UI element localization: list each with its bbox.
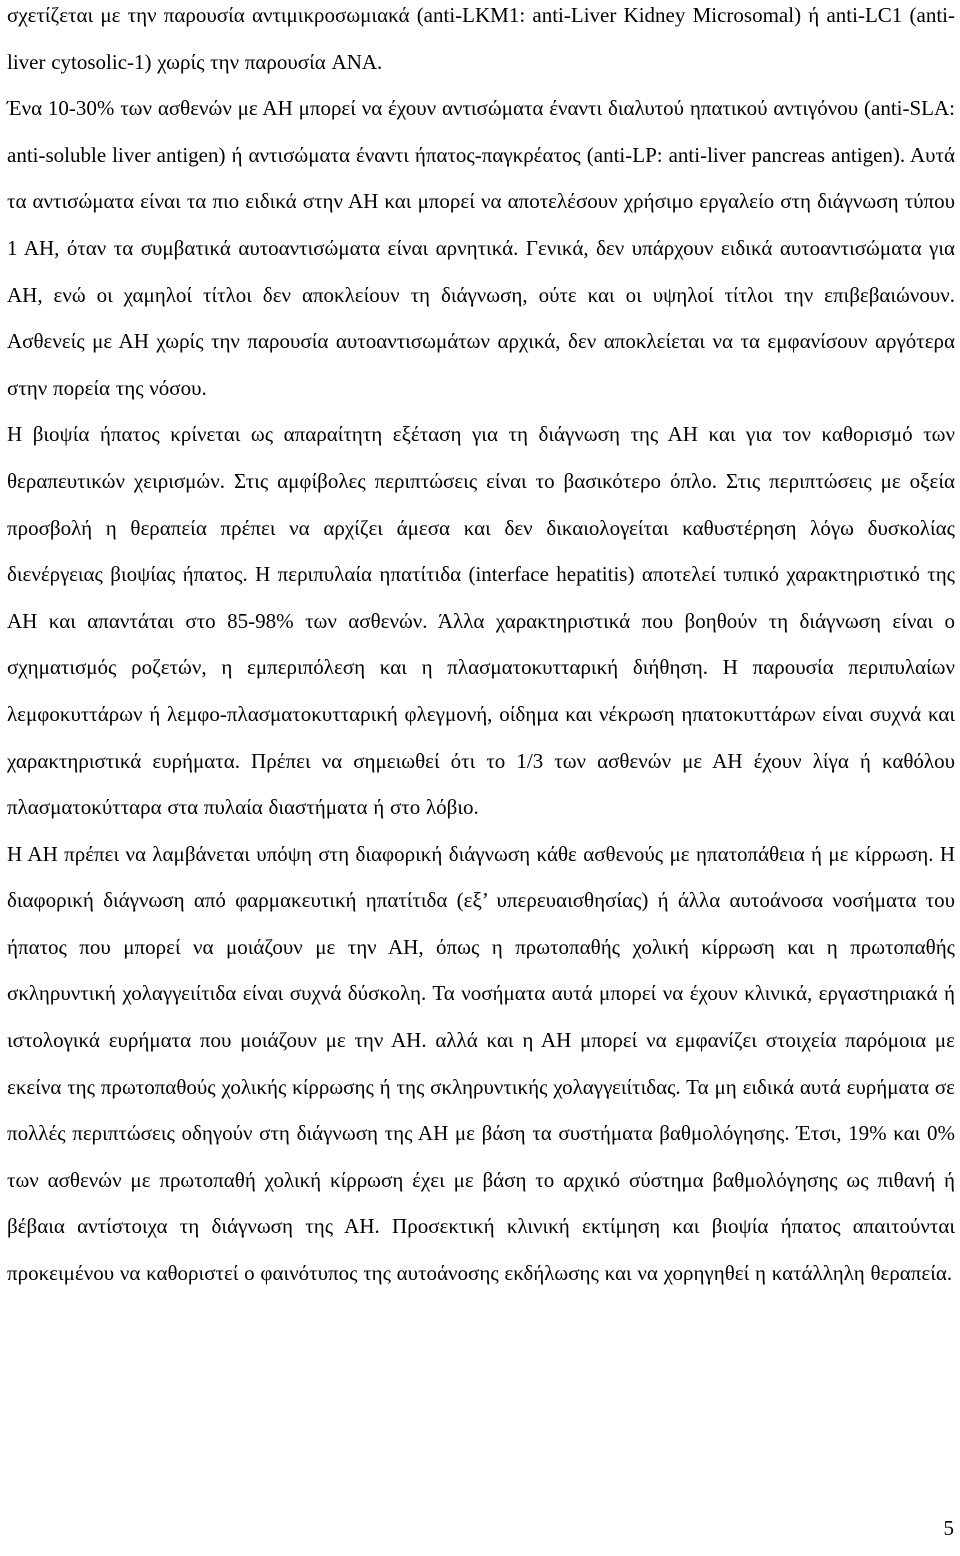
paragraph-liver-biopsy: Η βιοψία ήπατος κρίνεται ως απαραίτητη εξέταση για τη διάγνωση της ΑΗ και για τον καθορισμό των θεραπευτικών χειρισμών. Στις αμφίβολες περιπτώσεις είναι το βασικότερο όπλο. Στις περιπτώσεις με οξεία προσβολή η θεραπεία πρέπει να αρχίζει άμεσα και δεν δικαιολογείται καθυστέρηση λόγω δυσκολίας διενέργειας βιοψίας ήπατος. Η περιπυλαία ηπατίτιδα (interface hepatitis) αποτελεί τυπικό χαρακτηριστικό της ΑΗ και απαντάται στο 85-98% των ασθενών. Άλλα χαρακτηριστικά που βοηθούν τη διάγνωση είναι ο σχηματισμός ροζετών, η εμπεριπόλεση και η πλασματοκυτταρική διήθηση. Η παρουσία περιπυλαίων λεμφοκυττάρων ή λεμφο-πλασματοκυτταρική φλεγμονή, οίδημα και νέκρωση ηπατοκυττάρων είναι συχνά και χαρακτηριστικά ευρήματα. Πρέπει να σημειωθεί ότι το 1/3 των ασθενών με ΑΗ έχουν λίγα ή καθόλου πλασματοκύτταρα στα πυλαία διαστήματα ή στο λόβιο. — [7, 422, 955, 820]
page-number: 5 — [943, 1516, 954, 1540]
paragraph-autoantibodies-lkm: σχετίζεται με την παρουσία αντιμικροσωμιακά (anti-LKM1: anti-Liver Kidney Microsomal) ή anti-LC1 (anti-liver cytosolic-1) χωρίς την παρουσία ANA. — [7, 3, 955, 74]
paragraph-differential-diagnosis: Η ΑΗ πρέπει να λαμβάνεται υπόψη στη διαφορική διάγνωση κάθε ασθενούς με ηπατοπάθεια ή με κίρρωση. Η διαφορική διάγνωση από φαρμακευτική ηπατίτιδα (εξ’ υπερευαισθησίας) ή άλλα αυτοάνοσα νοσήματα του ήπατος που μπορεί να μοιάζουν με την ΑΗ, όπως η πρωτοπαθής χολική κίρρωση και η πρωτοπαθής σκληρυντική χολαγγειίτιδα είναι συχνά δύσκολη. Τα νοσήματα αυτά μπορεί να έχουν κλινικά, εργαστηριακά ή ιστολογικά ευρήματα που μοιάζουν με την ΑΗ. αλλά και η ΑΗ μπορεί να εμφανίζει στοιχεία παρόμοια με εκείνα της πρωτοπαθούς χολικής κίρρωσης ή της σκληρυντικής χολαγγειίτιδας. Τα μη ειδικά αυτά ευρήματα σε πολλές περιπτώσεις οδηγούν στη διάγνωση της ΑΗ με βάση τα συστήματα βαθμολόγησης. Έτσι, 19% και 0% των ασθενών με πρωτοπαθή χολική κίρρωση έχει με βάση το αρχικό σύστημα βαθμολόγησης ως πιθανή ή βέβαια αντίστοιχα τη διάγνωση της ΑΗ. Προσεκτική κλινική εκτίμηση και βιοψία ήπατος απαιτούνται προκειμένου να καθοριστεί ο φαινότυπος της αυτοάνοσης εκδήλωσης και να χορηγηθεί η κατάλληλη θεραπεία. — [7, 841, 955, 1286]
paragraph-anti-sla: Ένα 10-30% των ασθενών με ΑΗ μπορεί να έχουν αντισώματα έναντι διαλυτού ηπατικού αντιγόνου (anti-SLA: anti-soluble liver antigen) ή αντισώματα έναντι ήπατος-παγκρέατος (anti-LP: anti-liver pancreas antigen). Αυτά τα αντισώματα είναι τα πιο ειδικά στην ΑΗ και μπορεί να αποτελέσουν χρήσιμο εργαλείο στη διάγνωση τύπου 1 ΑΗ, όταν τα συμβατικά αυτοαντισώματα είναι αρνητικά. Γενικά, δεν υπάρχουν ειδικά αυτοαντισώματα για ΑΗ, ενώ οι χαμηλοί τίτλοι δεν αποκλείουν τη διάγνωση, ούτε και οι υψηλοί τίτλοι την επιβεβαιώνουν. Ασθενείς με ΑΗ χωρίς την παρουσία αυτοαντισωμάτων αρχικά, δεν αποκλείεται να τα εμφανίσουν αργότερα στην πορεία της νόσου. — [7, 96, 955, 400]
document-page — [7, 0, 955, 1297]
